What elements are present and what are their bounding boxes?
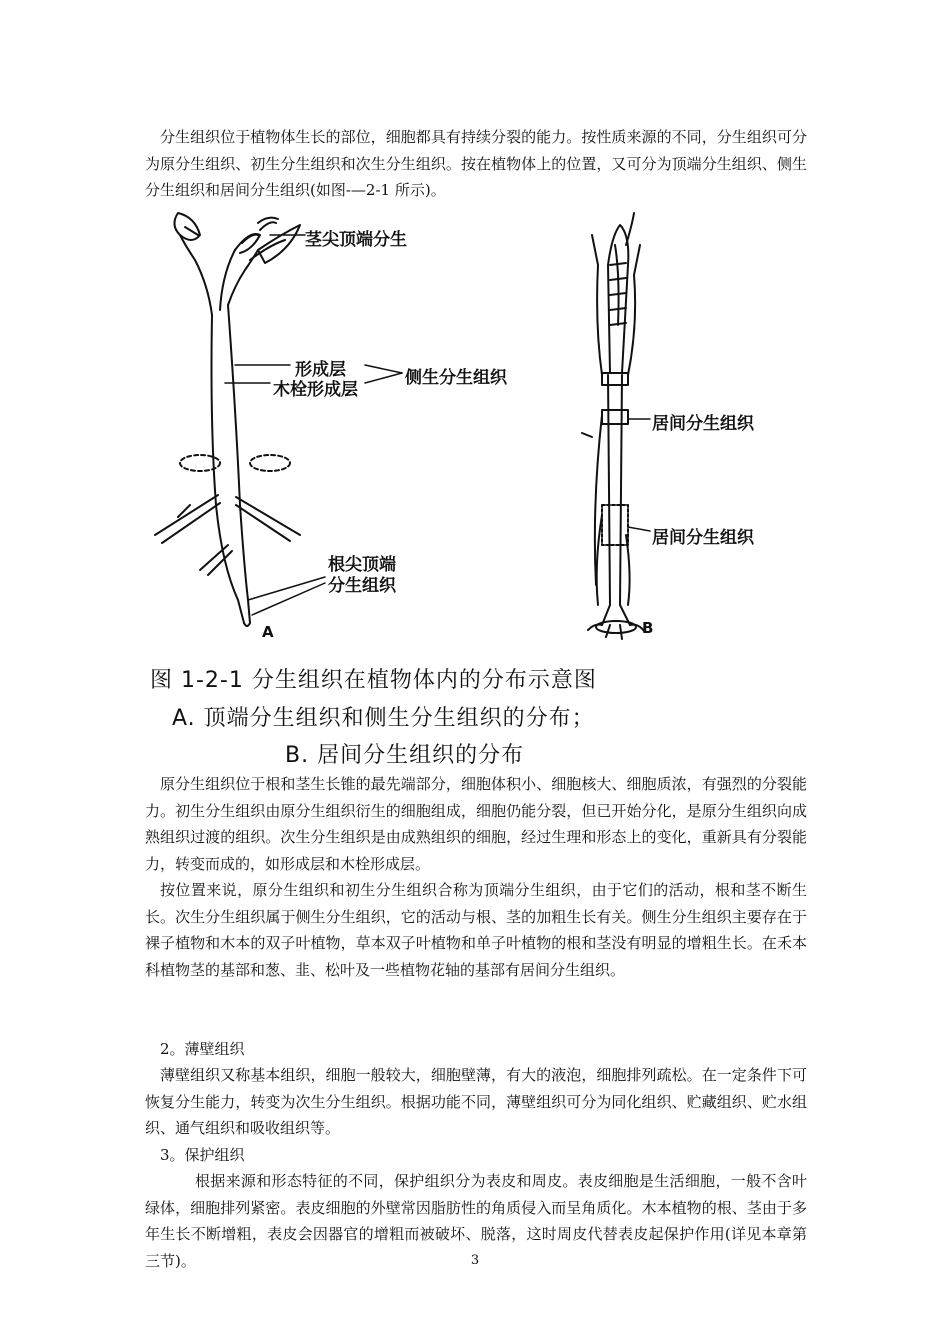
figure-caption-title: 图 1-2-1 分生组织在植物体内的分布示意图	[150, 668, 597, 693]
paragraph-protective-tissue: 根据来源和形态特征的不同，保护组织分为表皮和周皮。表皮细胞是生活细胞，一般不含叶绿体，细胞排列紧密。表皮细胞的外壁常因脂肪性的角质侵入而呈角质化。木本植物的根、茎由于多年生长不断增粗，表皮会因器官的增粗而被破坏、脱落，这时周皮代替表皮起保护作用(详见本章第三节)。	[145, 1172, 807, 1270]
label-root-apex-line1: 根尖顶端	[328, 555, 396, 575]
figure-caption-line-a: A. 顶端分生组织和侧生分生组织的分布；	[172, 706, 595, 731]
figure-caption-line-b: B. 居间分生组织的分布	[285, 743, 525, 768]
heading-parenchyma: 2。薄壁组织	[160, 1040, 245, 1058]
paragraph-apical-meristem: 原分生组织位于根和茎生长锥的最先端部分，细胞体积小、细胞核大、细胞质浓，有强烈的分裂能力。初生分生组织由原分生组织衍生的细胞组成，细胞仍能分裂，但已开始分化，是原分生组织向成熟组织过渡的组织。次生分生组织是由成熟组织的细胞，经过生理和形态上的变化，重新具有分裂能力，转变而成的，如形成层和木栓形成层。	[145, 775, 807, 873]
label-panel-b: B	[642, 619, 654, 637]
label-root-apex-line2: 分生组织	[328, 576, 396, 596]
label-cambium: 形成层	[295, 360, 346, 380]
label-intercalary-upper: 居间分生组织	[652, 414, 754, 434]
intro-paragraph: 分生组织位于植物体生长的部位，细胞都具有持续分裂的能力。按性质来源的不同，分生组织可分为原分生组织、初生分生组织和次生分生组织。按在植物体上的位置，又可分为顶端分生组织、侧生分生组织和居间分生组织(如图-—2-1 所示)。	[145, 128, 807, 199]
label-cork-cambium: 木栓形成层	[273, 380, 358, 400]
page-number: 3	[470, 1253, 480, 1268]
label-panel-a: A	[262, 623, 274, 641]
meristem-figure	[140, 205, 820, 645]
heading-protective-tissue: 3。保护组织	[160, 1146, 245, 1164]
paragraph-position-meristem: 按位置来说，原分生组织和初生分生组织合称为顶端分生组织，由于它们的活动，根和茎不断生长。次生分生组织属于侧生分生组织，它的活动与根、茎的加粗生长有关。侧生分生组织主要存在于裸子植物和木本的双子叶植物，草本双子叶植物和单子叶植物的根和茎没有明显的增粗生长。在禾本科植物茎的基部和葱、韭、松叶及一些植物花轴的基部有居间分生组织。	[145, 881, 807, 979]
label-stem-apex: 茎尖顶端分生	[305, 230, 407, 250]
paragraph-parenchyma: 薄壁组织又称基本组织，细胞一般较大，细胞壁薄，有大的液泡，细胞排列疏松。在一定条件下可恢复分生能力，转变为次生分生组织。根据功能不同，薄壁组织可分为同化组织、贮藏组织、贮水组织、通气组织和吸收组织等。	[145, 1066, 807, 1137]
label-intercalary-lower: 居间分生组织	[652, 528, 754, 548]
label-lateral-meristem: 侧生分生组织	[405, 368, 507, 388]
